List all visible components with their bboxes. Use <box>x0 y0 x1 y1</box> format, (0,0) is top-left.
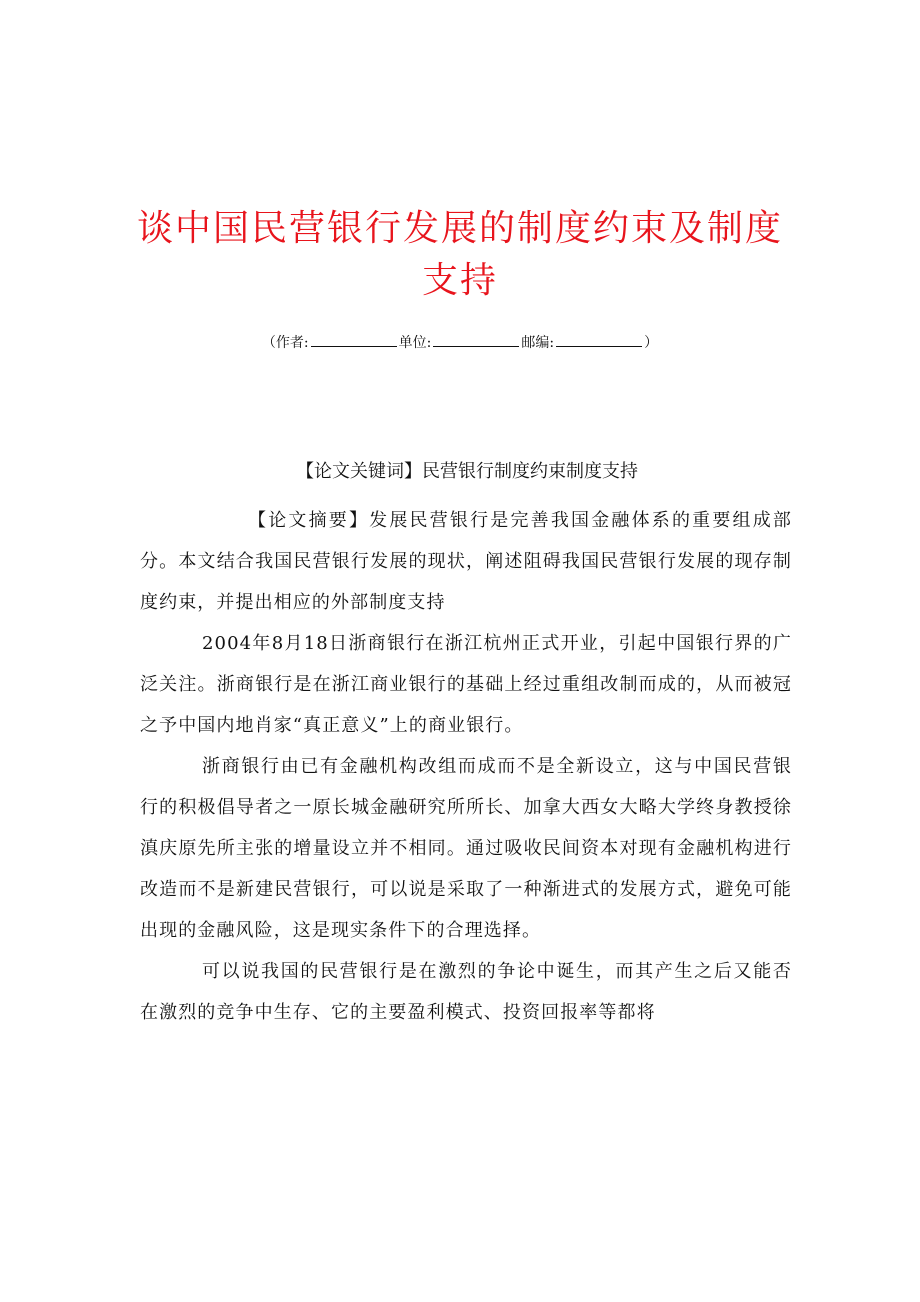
unit-blank <box>433 332 519 347</box>
postcode-blank <box>556 332 642 347</box>
unit-label: 单位: <box>398 335 432 351</box>
document-title: 谈中国民营银行发展的制度约束及制度支持 <box>136 208 783 301</box>
author-byline <box>0 332 920 352</box>
byline-close: ） <box>644 335 659 351</box>
body-paragraph: 浙商银行由已有金融机构改组而成而不是全新设立，这与中国民营银行的积极倡导者之一原长城金融研究所所长、加拿大西女大略大学终身教授徐滇庆原先所主张的增量设立并不相同。通过吸收民间资本对现有金融机构进行改造而不是新建民营银行，可以说是采取了一种渐进式的发展方式，避免可能出现的金融风险，这是现实条件下的合理选择。 <box>140 756 792 941</box>
abstract-paragraph: 【论文摘要】发展民营银行是完善我国金融体系的重要组成部分。本文结合我国民营银行发展的现状，阐述阻碍我国民营银行发展的现存制度约束，并提出相应的外部制度支持 <box>140 510 792 613</box>
keywords-line: 【论文关键词】民营银行制度约束制度支持 <box>296 461 638 482</box>
body-paragraph: 可以说我国的民营银行是在激烈的争论中诞生，而其产生之后又能否在激烈的竞争中生存、它的主要盈利模式、投资回报率等都将 <box>140 961 792 1023</box>
author-label: （作者: <box>261 335 309 351</box>
body-paragraph: 2004年8月18日浙商银行在浙江杭州正式开业，引起中国银行界的广泛关注。浙商银行是在浙江商业银行的基础上经过重组改制而成的，从而被冠之予中国内地肖家“真正意义”上的商业银行。 <box>140 633 792 736</box>
postcode-label: 邮编: <box>521 335 555 351</box>
author-blank <box>311 332 397 347</box>
document-body <box>140 500 792 1033</box>
